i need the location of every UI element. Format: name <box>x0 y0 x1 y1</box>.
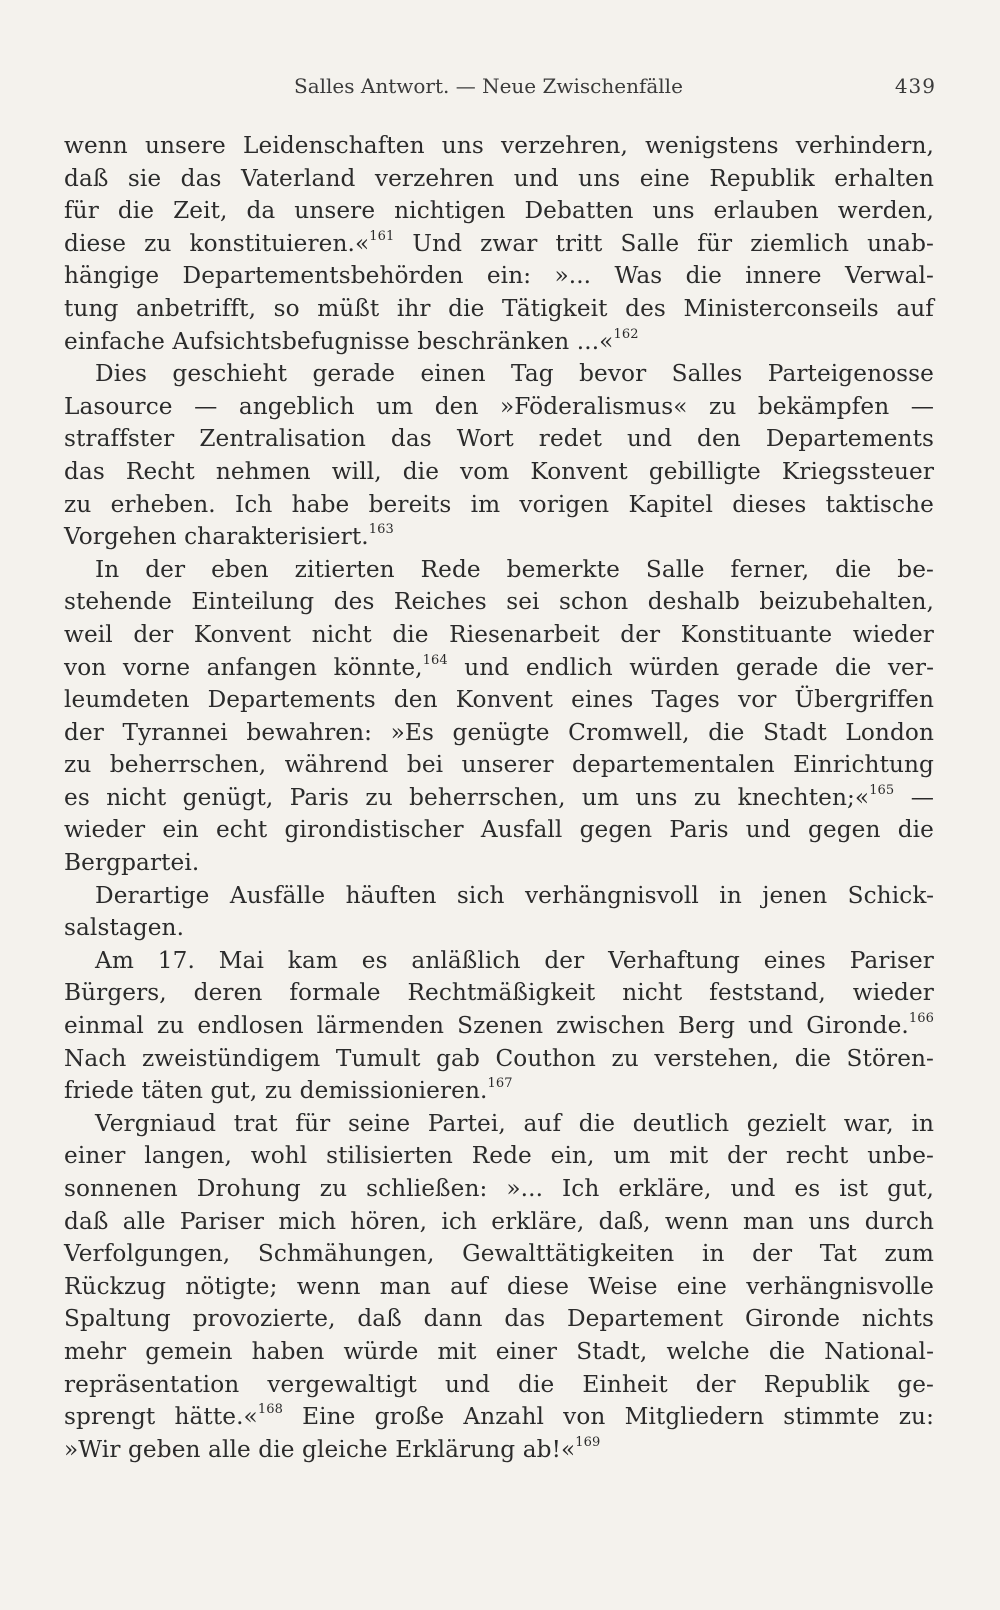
text-line <box>64 489 934 522</box>
line-text: »Wir geben alle die gleiche Erklärung ab!« <box>64 1435 576 1463</box>
line-text: Bürgers, deren formale Rechtmäßigkeit nicht feststand, wieder <box>64 979 934 1007</box>
text-line <box>64 163 934 196</box>
text-line <box>64 782 934 815</box>
text-line <box>64 1206 934 1239</box>
line-text: das Recht nehmen will, die vom Konvent gebilligte Kriegssteuer <box>64 457 934 485</box>
text-line <box>64 1140 934 1173</box>
body-text <box>64 130 934 1466</box>
text-line <box>64 358 934 391</box>
text-line <box>64 391 934 424</box>
footnote-marker: 164 <box>422 652 448 668</box>
line-text: hängige Departementsbehörden ein: »... Was die innere Verwal- <box>64 262 934 290</box>
line-text: daß sie das Vaterland verzehren und uns eine Republik erhalten <box>64 164 934 192</box>
text-line <box>64 1108 934 1141</box>
text-line <box>64 717 934 750</box>
text-line <box>64 1043 934 1076</box>
line-text: sprengt hätte.« <box>64 1403 258 1431</box>
line-text-continued: Eine große Anzahl von Mitgliedern stimmte zu: <box>282 1403 934 1431</box>
text-line <box>64 814 934 847</box>
line-text: Verfolgungen, Schmähungen, Gewalttätigkeiten in der Tat zum <box>64 1240 934 1268</box>
line-text: Lasource — angeblich um den »Föderalismus« zu bekämpfen — <box>64 392 934 420</box>
text-line <box>64 619 934 652</box>
text-line <box>64 195 934 228</box>
line-text-continued: Und zwar tritt Salle für ziemlich unab- <box>394 229 934 257</box>
text-line <box>64 521 934 554</box>
text-line <box>64 1173 934 1206</box>
text-line <box>64 1303 934 1336</box>
line-text: Derartige Ausfälle häuften sich verhängnisvoll in jenen Schick- <box>95 881 934 909</box>
text-line <box>64 880 934 913</box>
footnote-marker: 166 <box>908 1011 934 1027</box>
text-line <box>64 228 934 261</box>
footnote-marker: 167 <box>487 1076 513 1092</box>
line-text: stehende Einteilung des Reiches sei schon deshalb beizubehalten, <box>64 588 934 616</box>
text-line <box>64 423 934 456</box>
line-text: Rückzug nötigte; wenn man auf diese Weise eine verhängnisvolle <box>64 1272 934 1300</box>
text-line <box>64 260 934 293</box>
line-text: leumdeten Departements den Konvent eines Tages vor Übergriffen <box>64 686 934 714</box>
text-line <box>64 1271 934 1304</box>
line-text: salstagen. <box>64 914 185 942</box>
line-text: einmal zu endlosen lärmenden Szenen zwischen Berg und Gironde. <box>64 1012 909 1040</box>
line-text: einfache Aufsichtsbefugnisse beschränken ...« <box>64 327 614 355</box>
text-line <box>64 1238 934 1271</box>
line-text-continued: und endlich würden gerade die ver- <box>447 653 934 681</box>
text-line <box>64 847 934 880</box>
text-line <box>64 652 934 685</box>
running-title: Salles Antwort. — Neue Zwischenfälle <box>294 74 683 98</box>
line-text: sonnenen Drohung zu schließen: »... Ich erkläre, und es ist gut, <box>64 1175 934 1202</box>
line-text: In der eben zitierten Rede bemerkte Salle ferner, die be- <box>95 555 934 583</box>
line-text: mehr gemein haben würde mit einer Stadt, welche die National- <box>64 1337 934 1365</box>
line-text: Am 17. Mai kam es anläßlich der Verhaftung eines Pariser <box>95 946 934 974</box>
text-line <box>64 1075 934 1108</box>
text-line <box>64 456 934 489</box>
line-text: von vorne anfangen könnte, <box>64 653 423 681</box>
text-line <box>64 945 934 978</box>
text-line <box>64 554 934 587</box>
footnote-marker: 169 <box>575 1435 601 1451</box>
text-line <box>64 977 934 1010</box>
line-text: daß alle Pariser mich hören, ich erkläre, daß, wenn man uns durch <box>64 1207 934 1235</box>
line-text: repräsentation vergewaltigt und die Einheit der Republik ge- <box>64 1370 934 1398</box>
line-text: Bergpartei. <box>64 849 200 877</box>
running-head <box>62 74 936 106</box>
line-text: wieder ein echt girondistischer Ausfall gegen Paris und gegen die <box>64 816 934 844</box>
line-text: zu erheben. Ich habe bereits im vorigen Kapitel dieses taktische <box>64 490 934 518</box>
line-text: wenn unsere Leidenschaften uns verzehren, wenigstens verhindern, <box>64 132 934 159</box>
line-text: friede täten gut, zu demissionieren. <box>64 1077 488 1105</box>
text-line <box>64 586 934 619</box>
line-text: straffster Zentralisation das Wort redet und den Departements <box>64 425 934 453</box>
text-line <box>64 1401 934 1434</box>
footnote-marker: 161 <box>369 229 395 245</box>
line-text: Vergniaud trat für seine Partei, auf die deutlich gezielt war, in <box>95 1109 934 1137</box>
text-line <box>64 912 934 945</box>
text-line <box>64 1336 934 1369</box>
line-text: Dies geschieht gerade einen Tag bevor Salles Parteigenosse <box>95 360 934 388</box>
footnote-marker: 168 <box>257 1402 283 1418</box>
line-text: der Tyrannei bewahren: »Es genügte Cromwell, die Stadt London <box>64 718 934 746</box>
line-text: für die Zeit, da unsere nichtigen Debatten uns erlauben werden, <box>64 197 934 225</box>
footnote-marker: 162 <box>613 326 639 342</box>
footnote-marker: 163 <box>368 522 394 538</box>
text-line <box>64 130 934 163</box>
line-text: einer langen, wohl stilisierten Rede ein, um mit der recht unbe- <box>64 1142 934 1170</box>
text-line <box>64 326 934 359</box>
line-text: Spaltung provozierte, daß dann das Departement Gironde nichts <box>64 1305 934 1333</box>
text-line <box>64 749 934 782</box>
line-text: weil der Konvent nicht die Riesenarbeit der Konstituante wieder <box>64 620 934 648</box>
text-line <box>64 293 934 326</box>
text-line <box>64 1010 934 1043</box>
text-line <box>64 684 934 717</box>
line-text: tung anbetrifft, so müßt ihr die Tätigkeit des Ministerconseils auf <box>64 294 934 322</box>
footnote-marker: 165 <box>869 783 895 799</box>
line-text: Nach zweistündigem Tumult gab Couthon zu verstehen, die Stören- <box>64 1044 934 1072</box>
line-text: Vorgehen charakterisiert. <box>64 523 369 551</box>
page-number: 439 <box>894 74 936 98</box>
text-line <box>64 1369 934 1402</box>
text-line <box>64 1434 934 1467</box>
line-text: es nicht genügt, Paris zu beherrschen, um uns zu knechten;« <box>64 783 870 811</box>
line-text: diese zu konstituieren.« <box>64 229 370 257</box>
line-text-continued: — <box>894 783 934 811</box>
line-text: zu beherrschen, während bei unserer departementalen Einrichtung <box>64 751 934 779</box>
